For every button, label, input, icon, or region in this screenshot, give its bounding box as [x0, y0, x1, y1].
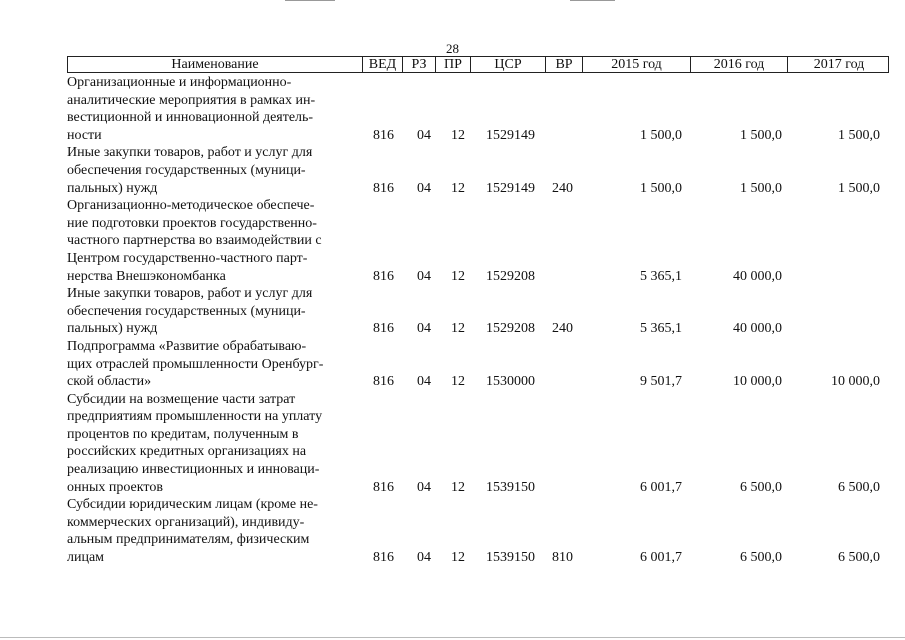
row-name-line: предприятиям промышленности на уплату [67, 409, 323, 425]
table-row [67, 338, 889, 391]
scan-edge-mark [570, 0, 615, 1]
cell-y2016: 6 500,0 [740, 479, 782, 495]
cell-csr: 1529149 [486, 127, 535, 143]
cell-y2017: 6 500,0 [838, 550, 880, 566]
cell-pr: 12 [451, 268, 465, 284]
row-name-line: процентов по кредитам, полученным в [67, 426, 299, 442]
cell-pr: 12 [451, 550, 465, 566]
cell-y2017: 10 000,0 [831, 374, 880, 390]
header-vr: ВР [546, 57, 583, 72]
table-row [67, 391, 889, 497]
cell-csr: 1539150 [486, 479, 535, 495]
table-row [67, 496, 889, 566]
cell-y2015: 6 001,7 [640, 479, 682, 495]
row-name-line: ской области» [67, 374, 152, 390]
cell-ved: 816 [373, 180, 394, 196]
page-number: 28 [446, 41, 459, 56]
cell-vr: 240 [552, 180, 573, 196]
header-2016: 2016 год [691, 57, 788, 72]
cell-vr: 240 [552, 321, 573, 337]
row-name-line: Подпрограмма «Развитие обрабатываю- [67, 338, 307, 354]
cell-y2016: 40 000,0 [733, 268, 782, 284]
header-name: Наименование [68, 57, 363, 72]
row-name [67, 74, 357, 144]
cell-y2016: 10 000,0 [733, 374, 782, 390]
row-name-line: обеспечения государственных (муници- [67, 162, 306, 178]
cell-y2016: 6 500,0 [740, 550, 782, 566]
row-name-line: Организационно-методическое обеспече- [67, 198, 315, 214]
header-rz: РЗ [403, 57, 436, 72]
header-csr: ЦСР [471, 57, 546, 72]
cell-rz: 04 [417, 479, 431, 495]
row-name-line: щих отраслей промышленности Оренбург- [67, 356, 324, 372]
cell-y2015: 9 501,7 [640, 374, 682, 390]
row-name-line: нерства Внешэкономбанка [67, 268, 226, 284]
row-name-line: Центром государственно-частного парт- [67, 250, 308, 266]
row-name-line: частного партнерства во взаимодействии с [67, 233, 322, 249]
table-row [67, 197, 889, 285]
header-2017: 2017 год [813, 57, 865, 72]
scan-edge-mark [285, 0, 335, 1]
cell-rz: 04 [417, 374, 431, 390]
row-name [67, 496, 357, 566]
cell-pr: 12 [451, 374, 465, 390]
row-name-line: ности [67, 127, 102, 143]
cell-y2015: 6 001,7 [640, 550, 682, 566]
row-name-line: вестиционной и инновационной деятель- [67, 110, 314, 126]
row-name-line: Субсидии юридическим лицам (кроме не- [67, 497, 318, 513]
row-name [67, 285, 357, 338]
row-name-line: Иные закупки товаров, работ и услуг для [67, 286, 313, 302]
cell-y2015: 1 500,0 [640, 180, 682, 196]
cell-y2016: 40 000,0 [733, 321, 782, 337]
cell-y2015: 5 365,1 [640, 321, 682, 337]
cell-rz: 04 [417, 321, 431, 337]
cell-y2016: 1 500,0 [740, 180, 782, 196]
cell-rz: 04 [417, 180, 431, 196]
cell-rz: 04 [417, 268, 431, 284]
table-body [67, 74, 889, 567]
scan-edge-mark [0, 637, 905, 638]
cell-csr: 1529149 [486, 180, 535, 196]
row-name-line: ние подготовки проектов государственно- [67, 215, 317, 231]
row-name [67, 391, 357, 497]
cell-pr: 12 [451, 321, 465, 337]
table-header [67, 56, 889, 73]
cell-y2015: 5 365,1 [640, 268, 682, 284]
row-name-line: реализацию инвестиционных и инноваци- [67, 462, 320, 478]
cell-csr: 1539150 [486, 550, 535, 566]
row-name [67, 144, 357, 197]
row-name-line: аналитические мероприятия в рамках ин- [67, 92, 316, 108]
cell-y2016: 1 500,0 [740, 127, 782, 143]
cell-pr: 12 [451, 180, 465, 196]
row-name-line: Организационные и информационно- [67, 75, 292, 90]
row-name-line: обеспечения государственных (муници- [67, 303, 306, 319]
row-name-line: коммерческих организаций), индивиду- [67, 514, 305, 530]
cell-pr: 12 [451, 479, 465, 495]
cell-ved: 816 [373, 550, 394, 566]
cell-ved: 816 [373, 479, 394, 495]
cell-csr: 1529208 [486, 321, 535, 337]
cell-vr: 810 [552, 550, 573, 566]
table-row [67, 74, 889, 144]
cell-ved: 816 [373, 321, 394, 337]
row-name-line: альным предпринимателям, физическим [67, 532, 310, 548]
row-name [67, 338, 357, 391]
table-row [67, 285, 889, 338]
cell-y2015: 1 500,0 [640, 127, 682, 143]
table-row [67, 144, 889, 197]
row-name-line: российских кредитных организациях на [67, 444, 307, 460]
row-name-line: Иные закупки товаров, работ и услуг для [67, 145, 313, 161]
row-name-line: онных проектов [67, 479, 163, 495]
row-name-line: Субсидии на возмещение части затрат [67, 391, 296, 407]
cell-y2017: 1 500,0 [838, 180, 880, 196]
cell-ved: 816 [373, 374, 394, 390]
cell-csr: 1529208 [486, 268, 535, 284]
cell-csr: 1530000 [486, 374, 535, 390]
row-name-line: пальных) нужд [67, 321, 158, 337]
row-name-line: пальных) нужд [67, 180, 158, 196]
cell-ved: 816 [373, 127, 394, 143]
cell-y2017: 6 500,0 [838, 479, 880, 495]
cell-rz: 04 [417, 550, 431, 566]
cell-pr: 12 [451, 127, 465, 143]
row-name-line: лицам [67, 550, 105, 566]
header-pr: ПР [436, 57, 471, 72]
row-name [67, 197, 357, 285]
cell-ved: 816 [373, 268, 394, 284]
header-ved: ВЕД [363, 57, 403, 72]
header-2015: 2015 год [583, 57, 691, 72]
cell-y2017: 1 500,0 [838, 127, 880, 143]
cell-rz: 04 [417, 127, 431, 143]
